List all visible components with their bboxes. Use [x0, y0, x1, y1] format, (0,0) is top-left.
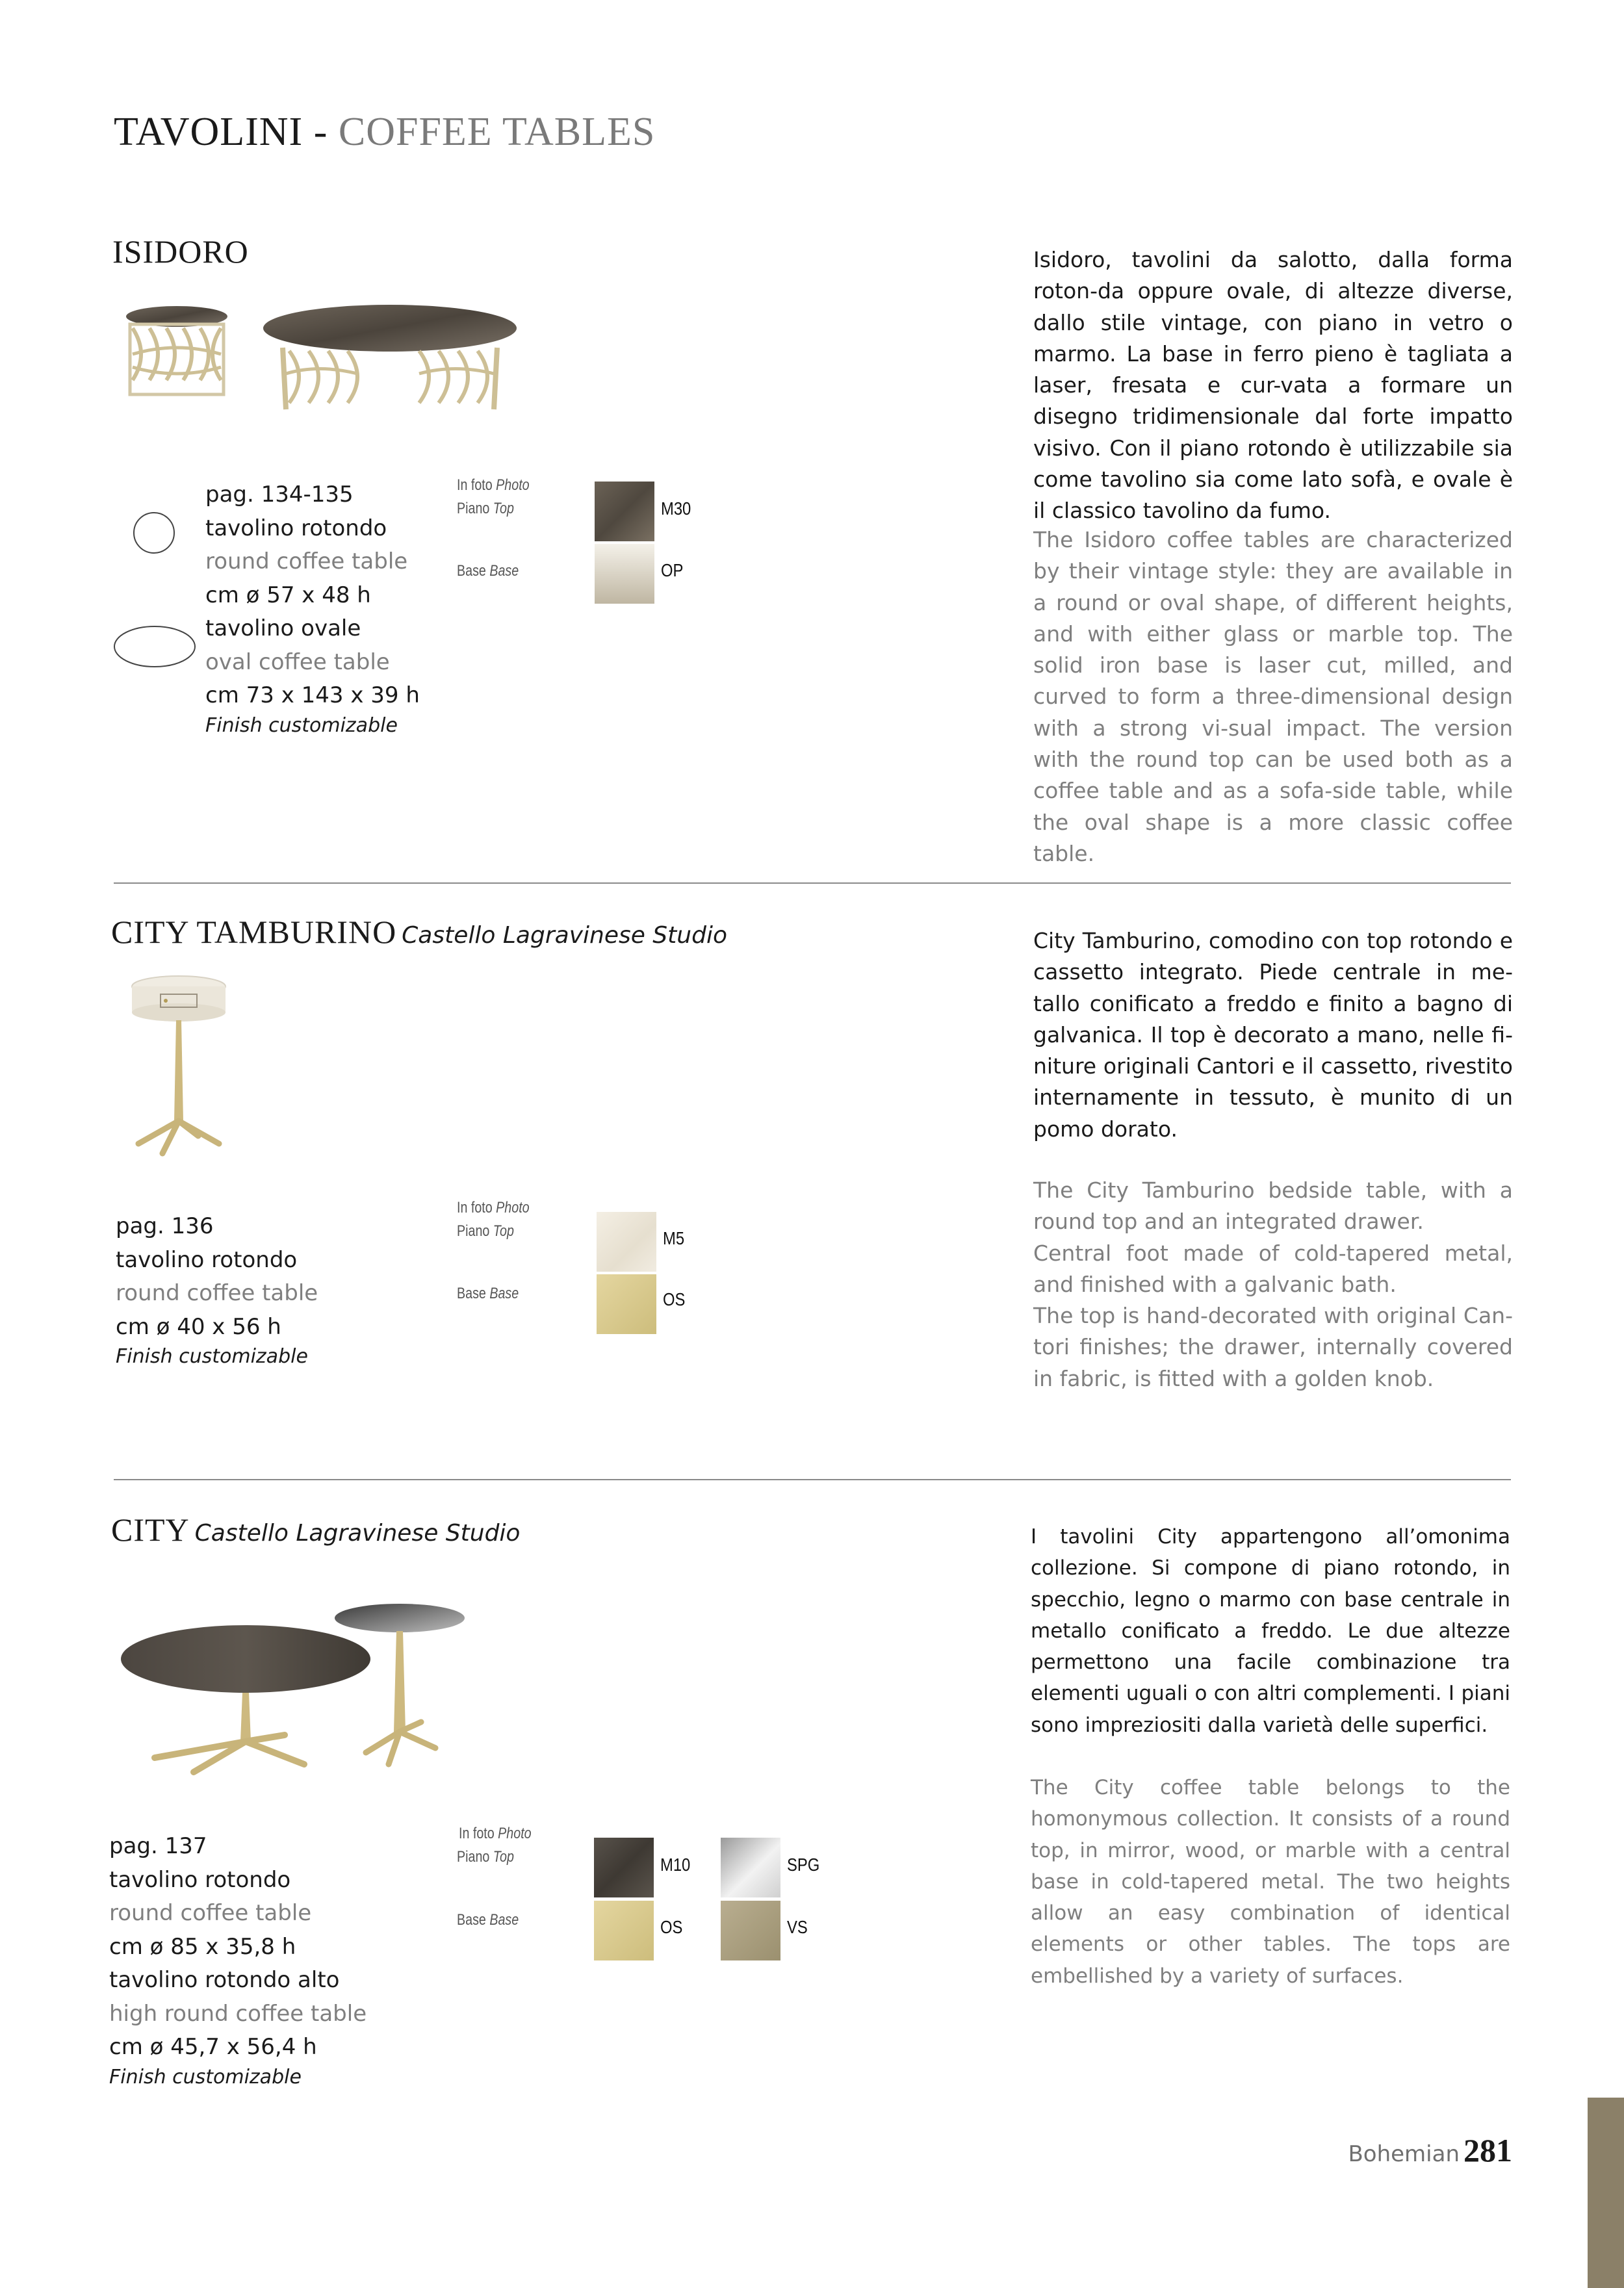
page-number: 281: [1463, 2132, 1512, 2168]
city-tamburino-base-code: OS: [663, 1289, 686, 1309]
isidoro-description-it: Isidoro, tavolini da salotto, dalla forma roton-da oppure ovale, di altezze diverse, dallo stile vintage, con piano in vetro o marmo. La base in ferro pieno è tagliata a laser, fresata e cur-vata a formare un disegno tridimensionale dal forte impatto visivo. Con il piano rotondo è utilizzabile sia come tavolino sia come lato sofà, e ovale è il classico tavolino da fumo.: [1033, 247, 1513, 524]
page-title-en: COFFEE TABLES: [338, 110, 656, 154]
footer-collection: Bohemian: [1348, 2141, 1460, 2167]
city-tamburino-desc-en-1: The City Tamburino bedside table, with a round top and an integrated drawer.: [1033, 1177, 1513, 1235]
city-tamburino-round-it: tavolino rotondo: [116, 1246, 298, 1273]
isidoro-base-label: Base Base: [457, 562, 519, 580]
isidoro-round-it: tavolino rotondo: [205, 515, 387, 541]
isidoro-top-code: M30: [661, 498, 691, 519]
city-tamburino-desc-en-3: The top is hand-decorated with original Can-tori finishes; the drawer, internally covered in fabric, is fitted with a golden knob.: [1033, 1303, 1513, 1391]
city-title: [111, 1511, 520, 1549]
city-tamburino-top-swatch: [597, 1212, 656, 1272]
city-tamburino-base-swatch: [597, 1274, 656, 1334]
isidoro-oval-it: tavolino ovale: [205, 615, 361, 641]
city-high-en: high round coffee table: [109, 2000, 367, 2027]
city-top-swatch-2: [721, 1838, 780, 1897]
city-pages: pag. 137: [109, 1833, 207, 1859]
isidoro-in-foto-label: In foto Photo: [457, 476, 530, 494]
city-high-dims: cm ø 45,7 x 56,4 h: [109, 2034, 317, 2060]
isidoro-oval-dims: cm 73 x 143 x 39 h: [205, 682, 420, 708]
section-divider-1: [114, 882, 1511, 884]
isidoro-top-swatch: [595, 482, 654, 541]
isidoro-base-code: OP: [661, 560, 684, 580]
city-in-foto-label: In foto Photo: [459, 1825, 532, 1842]
side-tab-marker: [1588, 2098, 1624, 2288]
city-tamburino-pages: pag. 136: [116, 1213, 214, 1239]
city-studio: Castello Lagravinese Studio: [194, 1520, 521, 1547]
section-divider-2: [114, 1479, 1511, 1480]
city-tamburino-round-en: round coffee table: [116, 1280, 318, 1306]
city-base-code-2: VS: [787, 1917, 808, 1937]
city-round-it: tavolino rotondo: [109, 1866, 291, 1893]
isidoro-round-table: [126, 306, 227, 394]
city-base-label: Base Base: [457, 1911, 519, 1929]
city-base-swatch-2: [721, 1901, 780, 1960]
isidoro-round-dims: cm ø 57 x 48 h: [205, 582, 371, 608]
city-base-swatch-1: [594, 1901, 654, 1960]
oval-shape-icon: [114, 625, 196, 668]
city-tamburino-specs: [116, 1210, 318, 1370]
page-footer: [1348, 2131, 1512, 2169]
isidoro-specs: [205, 478, 420, 739]
city-product-image: [116, 1602, 480, 1777]
isidoro-piano-label: Piano Top: [457, 500, 514, 517]
city-description-it: I tavolini City appartengono all’omonima collezione. Si compone di piano rotondo, in specchio, legno o marmo con base centrale in metallo conificato a freddo. Le due altezze permettono una facile combinazione tra elementi uguali o con altri complementi. I piani sono impreziositi dalla varietà delle superfici.: [1031, 1525, 1510, 1737]
page-title-separator: -: [313, 110, 328, 154]
city-tamburino-in-foto-label: In foto Photo: [457, 1199, 530, 1216]
city-tamburino-top-code: M5: [663, 1228, 685, 1248]
city-specs: [109, 1830, 367, 2090]
city-tamburino-name: CITY TAMBURINO: [111, 914, 397, 950]
city-round-en: round coffee table: [109, 1900, 312, 1926]
city-tamburino-studio: Castello Lagravinese Studio: [402, 922, 727, 949]
isidoro-oval-en: oval coffee table: [205, 649, 390, 675]
city-top-code-2: SPG: [787, 1855, 820, 1875]
isidoro-product-image: [123, 302, 520, 419]
city-tamburino-desc-en-2: Central foot made of cold-tapered metal, and finished with a galvanic bath.: [1033, 1240, 1513, 1297]
isidoro-pages: pag. 134-135: [205, 482, 354, 508]
city-low-table: [121, 1625, 370, 1772]
city-top-code-1: M10: [660, 1855, 691, 1875]
page-title: [114, 109, 655, 155]
city-top-swatch-1: [594, 1838, 654, 1897]
city-tamburino-product-image: [127, 975, 231, 1157]
isidoro-title: ISIDORO: [112, 233, 249, 270]
city-tamburino-piano-label: Piano Top: [457, 1222, 514, 1240]
city-tamburino-base-label: Base Base: [457, 1285, 519, 1302]
city-piano-label: Piano Top: [457, 1848, 514, 1866]
city-description-en: The City coffee table belongs to the homonymous collection. It consists of a round top, in mirror, wood, or marble with a central base in cold-tapered metal. The two heights allow an easy combination of identical elements or other tables. The tops are embellished by a variety of surfaces.: [1031, 1776, 1510, 1988]
page-title-it: TAVOLINI: [114, 110, 303, 154]
city-round-dims: cm ø 85 x 35,8 h: [109, 1933, 296, 1960]
city-high-table: [335, 1604, 465, 1764]
city-high-it: tavolino rotondo alto: [109, 1967, 340, 1993]
city-finish-note: Finish customizable: [109, 2065, 302, 2089]
isidoro-oval-table: [263, 305, 517, 409]
isidoro-finish-note: Finish customizable: [205, 713, 398, 737]
city-tamburino-title: [111, 913, 727, 951]
isidoro-round-en: round coffee table: [205, 548, 408, 574]
city-base-code-1: OS: [660, 1917, 683, 1937]
city-tamburino-finish-note: Finish customizable: [116, 1345, 308, 1368]
city-tamburino-round-dims: cm ø 40 x 56 h: [116, 1313, 281, 1340]
city-name: CITY: [111, 1511, 190, 1548]
isidoro-description-en: The Isidoro coffee tables are characterized by their vintage style: they are available in a round or oval shape, of different heights, and with either glass or marble top. The solid iron base is laser cut, milled, and curved to form a three-dimensional design with a strong vi-sual impact. The version with the round top can be used both as a coffee table and as a sofa-side table, while the oval shape is a more classic coffee table.: [1033, 527, 1513, 866]
city-tamburino-description-en: [1033, 1175, 1513, 1395]
isidoro-base-swatch: [595, 544, 654, 604]
city-tamburino-description-it: City Tamburino, comodino con top rotondo e cassetto integrato. Piede centrale in me-tallo conificato a freddo e finito a bagno di galvanica. Il top è decorato a mano, nelle fi-niture originali Cantori e il cassetto, rivestito internamente in tessuto, è munito di un pomo dorato.: [1033, 928, 1513, 1142]
round-shape-icon: [133, 512, 175, 554]
